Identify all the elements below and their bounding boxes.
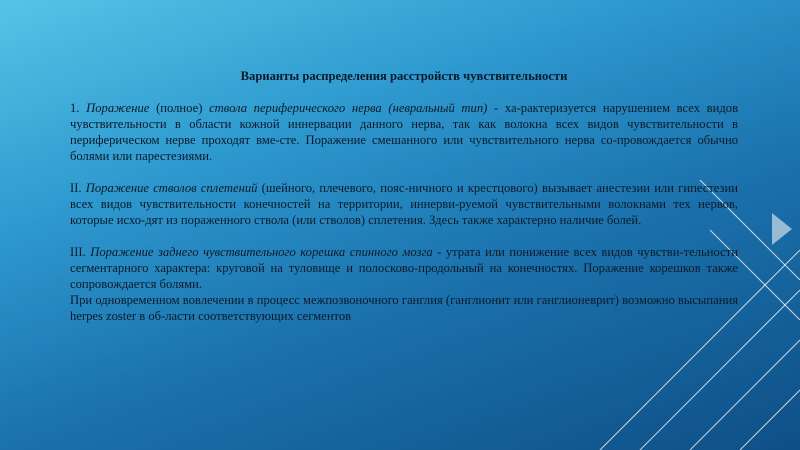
emphasis-text: Поражение заднего чувствительного корешка спинного мозга — [90, 245, 433, 259]
emphasis-text: ствола периферического нерва (невральный тип) — [209, 101, 488, 115]
paragraph-3 — [70, 244, 738, 292]
decorative-triangle — [772, 213, 792, 245]
paragraph-text: - ха-рактеризуется нарушением всех видов чувствительности в области кожной иннервации данного нерва, так как волокна всех видов чувствительности в периферическом нерве проходят вме-сте. Поражение смешанного или чувствительного нерва со-провождается обычно болями или парестезиями. — [70, 101, 739, 163]
slide-content — [70, 68, 738, 324]
paragraph-number: II. — [70, 181, 86, 195]
paragraph-text: (полное) — [149, 101, 210, 115]
emphasis-text: Поражение — [86, 101, 150, 115]
paragraph-4: При одновременном вовлечении в процесс межпозвоночного ганглия (ганглионит или ганглионеврит) возможно высыпания herpes zoster в об-ласти соответствующих сегментов — [70, 293, 738, 323]
paragraph-number: 1. — [70, 101, 87, 115]
emphasis-text: Поражение стволов сплетений — [85, 181, 258, 195]
slide-title: Варианты распределения расстройств чувствительности — [240, 69, 568, 83]
paragraph-2 — [70, 180, 738, 228]
paragraph-text: - утрата или понижение всех видов чувстви-тельности сегментарного характера: круговой на туловище и полосково-продольный на конечностях. Поражение корешков также сопровождается болями. — [70, 245, 738, 291]
paragraph-1 — [70, 100, 738, 164]
paragraph-text: (шейного, плечевого, пояс-ничного и крестцового) вызывает анестезии или гипестезии всех видов чувствительности конечностей на территории, иннерви-руемой чувствительными волокнами тех нервов, которые исхо-дят из пораженного ствола (или стволов) сплетения. Здесь также характерно наличие болей. — [70, 181, 739, 227]
paragraph-number: III. — [70, 245, 91, 259]
